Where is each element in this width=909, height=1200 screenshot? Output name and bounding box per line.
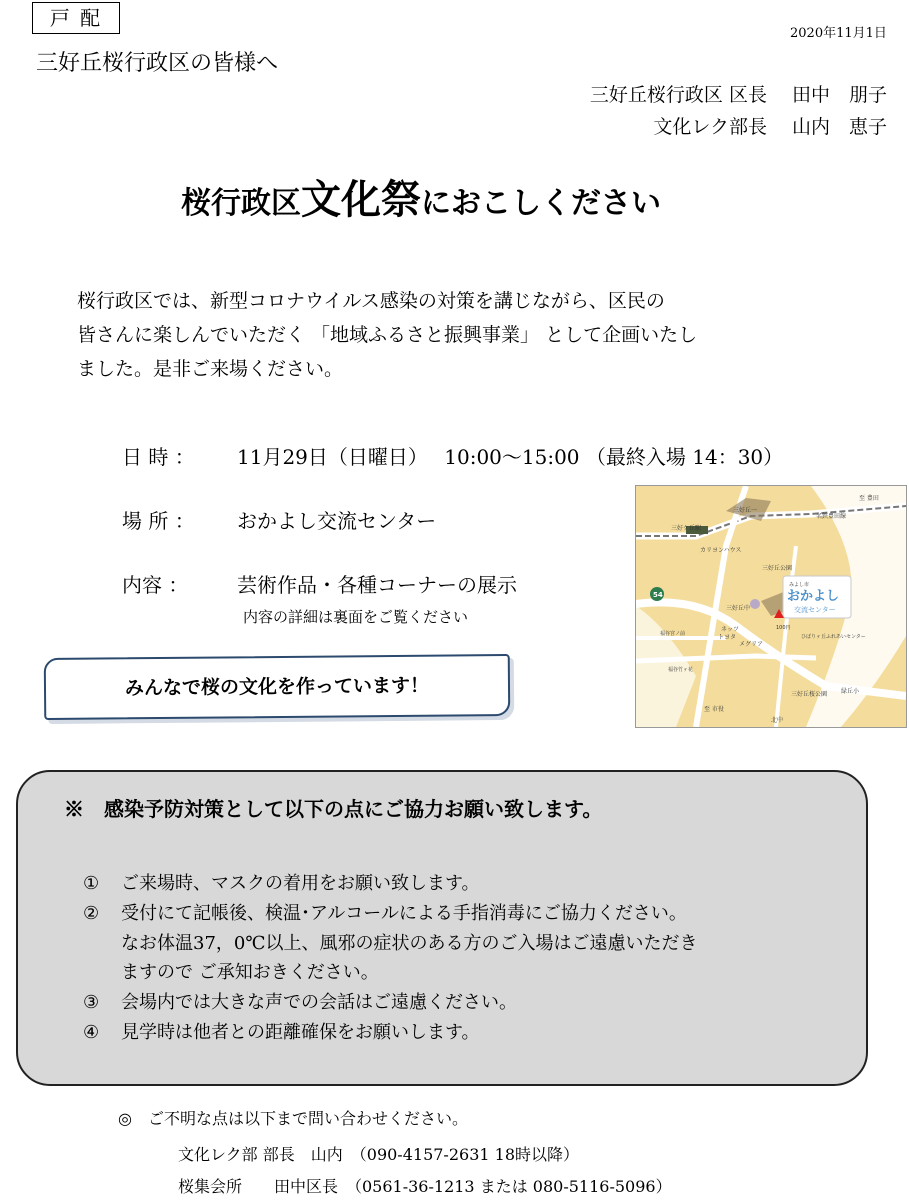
content-value: 芸術作品・各種コーナーの展示 <box>237 573 517 597</box>
notice-item-text: ますので ご承知おきください。 <box>121 962 379 983</box>
notice-item-number: ③ <box>83 992 100 1013</box>
title-prefix: 桜行政区 <box>181 186 301 221</box>
addressee: 三好丘桜行政区の皆様へ <box>36 51 279 76</box>
notice-heading: ※ 感染予防対策として以下の点にご協力お願い致します。 <box>64 797 603 821</box>
map-label-city: 至 市役 <box>704 706 724 713</box>
map-label-karion: カリヨンハウス <box>700 547 742 554</box>
map-label-middle: 三好丘中 <box>726 605 751 612</box>
map-label-park: 三好丘公園 <box>762 565 793 572</box>
detail-content <box>122 569 517 598</box>
map-label-megliar: メグリア <box>739 641 764 648</box>
map-label-station: 三好ケ丘駅 <box>671 525 702 532</box>
sender-line-2: 文化レク部長 山内 恵子 <box>653 116 887 138</box>
contact-intro: ◎ ご不明な点は以下まで問い合わせください。 <box>118 1109 468 1128</box>
title-emphasis: 文化祭 <box>301 176 421 223</box>
map-label-okayoshi: おかよし <box>787 589 840 604</box>
notice-item-number: ② <box>83 903 100 924</box>
issue-date: 2020年11月1日 <box>790 26 887 41</box>
intro-line: 桜行政区では、新型コロナウイルス感染の対策を講じながら、区民の <box>77 290 665 312</box>
map-label-fukutani-north: 福谷宮ノ前 <box>660 631 686 637</box>
map-label-toyota: 至 豊田 <box>859 495 879 502</box>
slogan-banner <box>44 654 511 720</box>
contact-line-2: 桜集会所 田中区長 （0561-36-1213 または 080-5116-5096） <box>178 1177 672 1196</box>
content-note: 内容の詳細は裏面をご覧ください <box>243 608 469 626</box>
route-54-label: 54 <box>653 591 663 599</box>
location-map <box>635 485 907 728</box>
slogan-text: みんなで桜の文化を作っています！ <box>124 674 430 700</box>
map-label-meiten: 名鉄豊田線 <box>816 513 847 520</box>
notice-item <box>83 929 698 955</box>
map-label-shop100: 100円 <box>776 625 791 631</box>
contact-line-1: 文化レク部 部長 山内 （090-4157-2631 18時以降） <box>178 1145 580 1164</box>
map-label-fukutani-take: 福谷竹ヶ花 <box>668 667 694 673</box>
intro-line: 皆さんに楽しんでいただく 「地域ふるさと振興事業」 として企画いたし <box>77 324 698 346</box>
notice-item-number: ① <box>83 873 100 894</box>
map-label-okayoshi-sub: 交流センター <box>794 606 836 614</box>
notice-item-text: 見学時は他者との距離確保をお願いします。 <box>121 1022 480 1043</box>
notice-item-text: ご来場時、マスクの着用をお願い致します。 <box>121 873 480 894</box>
map-label-family-center: ひばりヶ丘ふれあいセンター <box>801 634 866 640</box>
map-label-sakura-park: 三好丘桜公園 <box>791 691 828 698</box>
datetime-label: 日 時 ： <box>122 445 195 469</box>
map-label-miyoshigaoka1: 三好丘一 <box>733 507 758 514</box>
map-graphic <box>636 486 906 727</box>
map-label-kitanaka: 北中 <box>771 717 784 724</box>
title-suffix: におこしください <box>421 186 661 221</box>
notice-item <box>83 869 480 895</box>
datetime-value: 11月29日（日曜日） 10:00～15:00 （最終入場 14：30） <box>237 445 784 469</box>
place-label: 場 所 ： <box>122 509 195 533</box>
page-title <box>181 168 661 225</box>
map-label-midorigaoka: 緑丘小 <box>841 688 860 695</box>
notice-item-text: 受付にて記帳後、検温･アルコールによる手指消毒にご協力ください。 <box>121 903 687 924</box>
notice-item <box>83 988 517 1014</box>
sender-line-1: 三好丘桜行政区 区長 田中 朋子 <box>589 84 887 106</box>
detail-datetime <box>122 441 783 470</box>
map-label-toyota-shop: トヨタ <box>718 634 737 641</box>
notice-item-text: 会場内では大きな声での会話はご遠慮ください。 <box>121 992 517 1013</box>
notice-item-text: なお体温37，0℃以上、風邪の症状のある方のご入場はご遠慮いただき <box>121 933 698 954</box>
place-value: おかよし交流センター <box>237 509 437 533</box>
distribution-tag: 戸 配 <box>32 2 120 34</box>
content-label: 内容 ： <box>122 573 189 597</box>
notice-item-number: ④ <box>83 1022 100 1043</box>
detail-place <box>122 505 436 534</box>
notice-item <box>83 899 687 925</box>
notice-item <box>83 958 379 984</box>
intro-line: ました。是非ご来場ください。 <box>77 358 344 380</box>
intro-paragraph <box>77 284 697 386</box>
map-label-netz: ネッツ <box>721 626 740 633</box>
notice-item <box>83 1018 480 1044</box>
map-label-okayoshi-kana: みよし市 <box>789 582 810 588</box>
